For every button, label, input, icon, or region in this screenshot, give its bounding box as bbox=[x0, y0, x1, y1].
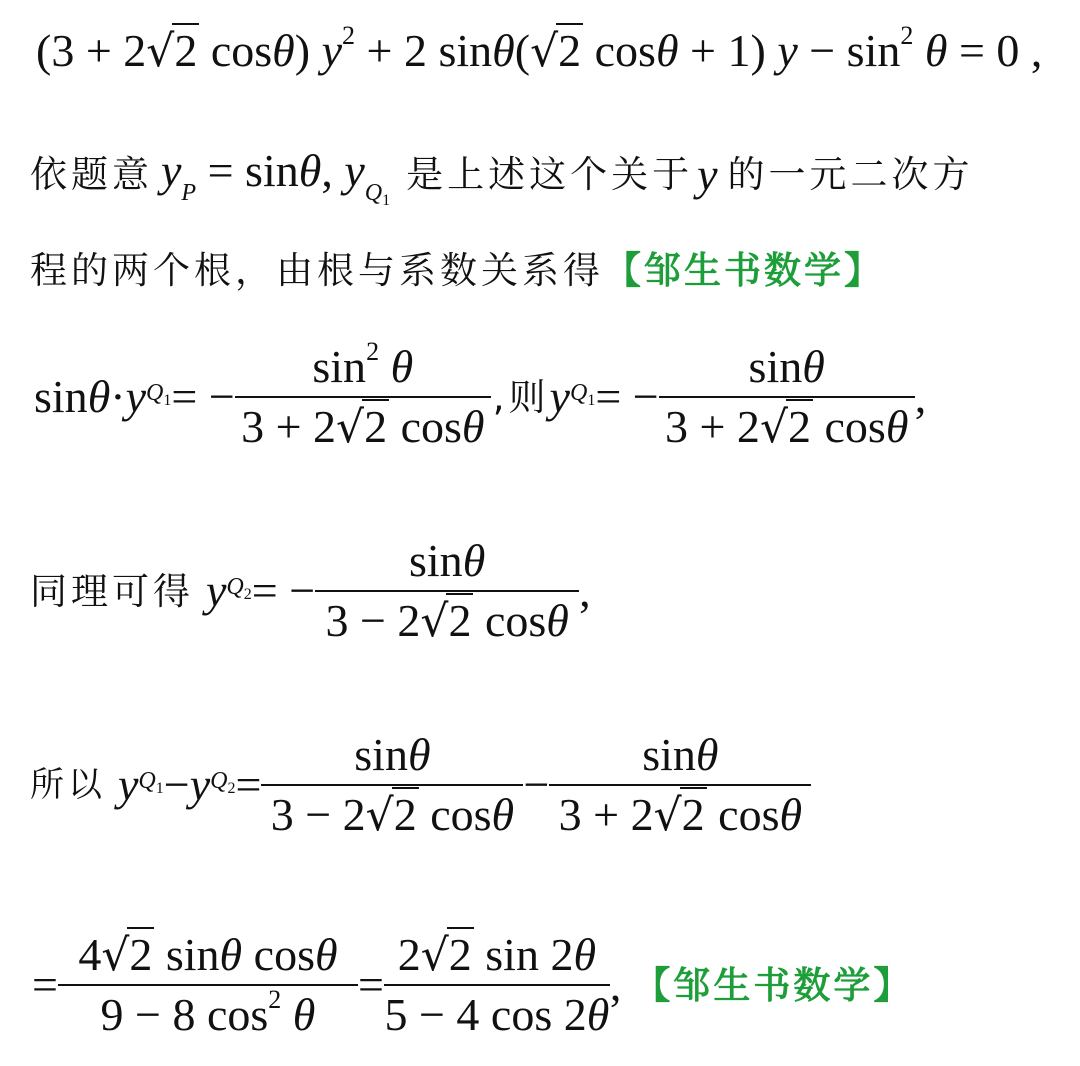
theta-symbol: θ bbox=[885, 401, 909, 452]
math-text: , bbox=[579, 565, 591, 616]
theta-symbol: θ bbox=[695, 729, 719, 780]
theta-symbol: θ bbox=[87, 371, 111, 422]
sqrt-2: √2 bbox=[530, 25, 582, 77]
subscript: Q bbox=[146, 380, 164, 406]
theta-symbol: θ bbox=[462, 535, 486, 586]
math-text: − bbox=[523, 759, 550, 810]
y-variable: y bbox=[697, 148, 718, 200]
equation-line-5 bbox=[30, 535, 591, 647]
y-variable: y bbox=[161, 145, 182, 196]
sqrt-2: √2 bbox=[420, 929, 472, 981]
theta-symbol: θ bbox=[802, 341, 825, 392]
chinese-text: ,则 bbox=[492, 375, 550, 419]
theta-symbol: θ bbox=[492, 25, 515, 76]
watermark-tag: 【邹生书数学】 bbox=[633, 963, 914, 1007]
math-text: 3 + 2 bbox=[664, 401, 760, 452]
eq1-part: − sin bbox=[797, 25, 901, 76]
exponent: 2 bbox=[342, 21, 355, 50]
sqrt-2: √2 bbox=[420, 595, 472, 647]
chinese-text: 依题意 bbox=[30, 153, 153, 196]
y-variable: y bbox=[118, 759, 139, 810]
math-text: sin bbox=[354, 729, 408, 780]
math-text: cos bbox=[706, 789, 780, 840]
sqrt-2: √2 bbox=[146, 25, 198, 77]
y-variable: y bbox=[321, 25, 342, 76]
math-text: 3 − 2 bbox=[325, 595, 421, 646]
y-variable: y bbox=[549, 371, 570, 422]
math-text: 3 + 2 bbox=[558, 789, 654, 840]
math-text: 5 − 4 cos 2 bbox=[384, 989, 587, 1040]
eq1-part: (3 + 2 bbox=[36, 25, 147, 76]
fraction bbox=[315, 535, 579, 647]
theta-symbol: θ bbox=[407, 729, 431, 780]
theta-symbol: θ bbox=[586, 989, 610, 1040]
fraction bbox=[384, 929, 610, 1040]
equation-line-1 bbox=[36, 21, 1043, 77]
math-text: 4 bbox=[78, 929, 102, 980]
theta-symbol: θ bbox=[379, 341, 414, 392]
theta-symbol: θ bbox=[272, 25, 295, 76]
chinese-text: 是上述这个关于 bbox=[406, 153, 694, 196]
chinese-text: 同理可得 bbox=[30, 569, 194, 613]
theta-symbol: θ bbox=[281, 989, 316, 1040]
math-text: sin bbox=[34, 371, 88, 422]
math-text: = bbox=[32, 959, 58, 1010]
math-text: cos bbox=[418, 789, 492, 840]
cos-text: cos bbox=[199, 25, 273, 76]
math-text: , bbox=[914, 371, 927, 422]
subscript: Q bbox=[569, 380, 588, 406]
cos-text: cos bbox=[583, 25, 656, 76]
math-text: sin bbox=[154, 929, 220, 980]
math-text: 3 + 2 bbox=[241, 401, 337, 452]
subscript: 1 bbox=[587, 392, 596, 409]
exponent: 2 bbox=[366, 337, 380, 366]
paren: ( bbox=[514, 25, 531, 76]
theta-symbol: θ bbox=[546, 595, 569, 646]
theta-symbol: θ bbox=[573, 929, 597, 980]
subscript: 1 bbox=[163, 392, 172, 409]
subscript: Q bbox=[138, 768, 156, 794]
math-text: = − bbox=[171, 371, 235, 422]
math-text: 3 − 2 bbox=[270, 789, 366, 840]
math-text: = bbox=[235, 759, 262, 810]
equation-line-6 bbox=[30, 729, 811, 841]
math-text: = − bbox=[595, 371, 659, 422]
eq1-part: = 0 , bbox=[947, 25, 1043, 76]
paren: ) bbox=[294, 25, 311, 76]
text-line-2 bbox=[30, 145, 974, 209]
theta-symbol: θ bbox=[314, 929, 338, 980]
math-text: = sin bbox=[196, 145, 299, 196]
subscript: Q bbox=[364, 180, 383, 206]
math-text: = − bbox=[251, 565, 316, 616]
theta-symbol: θ bbox=[219, 929, 243, 980]
sqrt-2: √2 bbox=[759, 401, 811, 453]
math-text: · bbox=[110, 371, 126, 422]
chinese-text: 程的两个根，由根与系数关系得 bbox=[30, 249, 604, 292]
y-variable: y bbox=[344, 145, 365, 196]
fraction bbox=[261, 729, 523, 841]
math-text: sin bbox=[642, 729, 696, 780]
equation-line-7 bbox=[32, 929, 914, 1040]
math-text: cos bbox=[389, 401, 462, 452]
subscript: 1 bbox=[155, 780, 164, 797]
subscript: 2 bbox=[227, 780, 236, 797]
exponent: 2 bbox=[268, 985, 282, 1014]
y-variable: y bbox=[765, 25, 798, 76]
y-variable: y bbox=[206, 565, 227, 616]
math-text: , bbox=[321, 145, 345, 196]
fraction bbox=[58, 929, 358, 1040]
fraction bbox=[549, 729, 811, 841]
math-text: sin bbox=[409, 535, 463, 586]
theta-symbol: θ bbox=[461, 401, 485, 452]
eq1-part: + 2 sin bbox=[355, 25, 493, 76]
subscript: Q bbox=[210, 768, 228, 794]
exponent: 2 bbox=[900, 21, 914, 50]
math-text: − bbox=[163, 759, 190, 810]
theta-symbol: θ bbox=[913, 25, 948, 76]
math-text: sin 2 bbox=[473, 929, 574, 980]
theta-symbol: θ bbox=[298, 145, 322, 196]
text-line-3 bbox=[30, 249, 884, 292]
subscript: 2 bbox=[243, 586, 252, 603]
watermark-tag: 【邹生书数学】 bbox=[604, 249, 884, 292]
theta-symbol: θ bbox=[779, 789, 803, 840]
eq1-part: + 1) bbox=[678, 25, 766, 76]
sqrt-2: √2 bbox=[101, 929, 153, 981]
math-text: , bbox=[609, 959, 622, 1010]
sqrt-2: √2 bbox=[653, 789, 705, 841]
subscript: P bbox=[181, 180, 197, 206]
math-text: sin bbox=[312, 341, 367, 392]
equation-line-4 bbox=[34, 337, 927, 453]
math-text: 9 − 8 cos bbox=[100, 989, 269, 1040]
sqrt-2: √2 bbox=[336, 401, 388, 453]
math-text: cos bbox=[473, 595, 547, 646]
sqrt-2: √2 bbox=[365, 789, 417, 841]
y-variable: y bbox=[125, 371, 147, 422]
theta-symbol: θ bbox=[655, 25, 679, 76]
math-text: cos bbox=[242, 929, 315, 980]
chinese-text: 的一元二次方 bbox=[727, 153, 974, 196]
math-text: 2 bbox=[397, 929, 421, 980]
math-text: cos bbox=[812, 401, 886, 452]
subscript: 1 bbox=[382, 192, 391, 209]
subscript: Q bbox=[226, 574, 244, 600]
theta-symbol: θ bbox=[491, 789, 515, 840]
fraction bbox=[659, 341, 915, 453]
chinese-text: 所以 bbox=[30, 765, 106, 805]
y-variable: y bbox=[189, 759, 211, 810]
math-text: sin bbox=[748, 341, 803, 392]
yp-expression bbox=[161, 145, 391, 209]
math-text: = bbox=[357, 959, 384, 1010]
fraction bbox=[235, 337, 491, 453]
